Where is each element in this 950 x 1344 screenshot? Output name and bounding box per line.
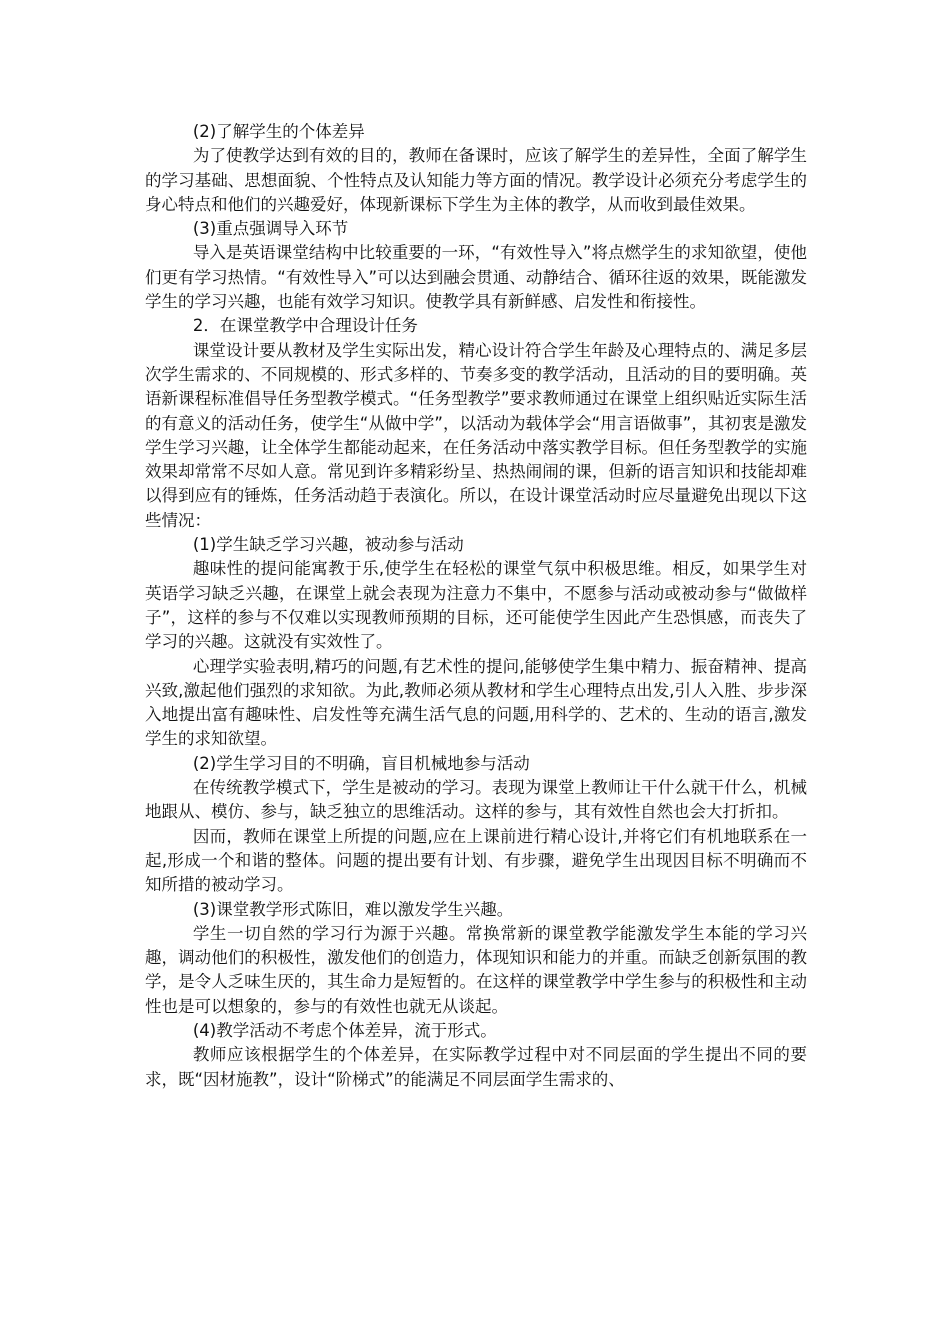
section-heading: 2．在课堂教学中合理设计任务 <box>192 316 418 336</box>
body-paragraph: 为了使教学达到有效的目的，教师在备课时，应该了解学生的差异性，全面了解学生的学习基础、思想面貌、个性特点及认知能力等方面的情况。教学设计必须充分考虑学生的身心特点和他们的兴趣爱好，体现新课标下学生为主体的教学，从而收到最佳效果。 <box>145 146 807 214</box>
body-paragraph: 教师应该根据学生的个体差异，在实际教学过程中对不同层面的学生提出不同的要求，既“因材施教”，设计“阶梯式”的能满足不同层面学生需求的、 <box>145 1045 807 1089</box>
body-paragraph: 因而，教师在课堂上所提的问题,应在上课前进行精心设计,并将它们有机地联系在一起,形成一个和谐的整体。问题的提出要有计划、有步骤，避免学生出现因目标不明确而不知所措的被动学习。 <box>145 826 807 895</box>
body-paragraph: 趣味性的提问能寓教于乐,使学生在轻松的课堂气氛中积极思维。相反，如果学生对英语学习缺乏兴趣，在课堂上就会表现为注意力不集中，不愿参与活动或被动参与“做做样子”，这样的参与不仅难以实现教师预期的目标，还可能使学生因此产生恐惧感，而丧失了学习的兴趣。这就没有实效性了。 <box>145 559 807 652</box>
body-paragraph: 心理学实验表明,精巧的问题,有艺术性的提问,能够使学生集中精力、振奋精神、提高兴致,激起他们强烈的求知欲。为此,教师必须从教材和学生心理特点出发,引人入胜、步步深入地提出富有趣味性、启发性等充满生活气息的问题,用科学的、艺术的、生动的语言,激发学生的求知欲望。 <box>145 656 807 749</box>
section-heading: (4)教学活动不考虑个体差异，流于形式。 <box>192 1020 497 1040</box>
body-paragraph: 导入是英语课堂结构中比较重要的一环，“有效性导入”将点燃学生的求知欲望，使他们更有学习热情。“有效性导入”可以达到融会贯通、动静结合、循环往返的效果，既能激发学生的学习兴趣，也能有效学习知识。使教学具有新鲜感、启发性和衔接性。 <box>145 243 807 312</box>
body-paragraph: 学生一切自然的学习行为源于兴趣。常换常新的课堂教学能激发学生本能的学习兴趣，调动他们的积极性，激发他们的创造力，体现知识和能力的并重。而缺乏创新氛围的教学，是令人乏味生厌的，其生命力是短暂的。在这样的课堂教学中学生参与的积极性和主动性也是可以想象的，参与的有效性也就无从谈起。 <box>145 923 807 1016</box>
section-heading: (3)重点强调导入环节 <box>192 219 349 239</box>
section-heading: (3)课堂教学形式陈旧，难以激发学生兴趣。 <box>192 899 514 919</box>
document-body <box>145 120 807 1092</box>
section-heading: (1)学生缺乏学习兴趣，被动参与活动 <box>192 535 464 555</box>
section-heading: (2)了解学生的个体差异 <box>192 122 365 141</box>
body-paragraph: 课堂设计要从教材及学生实际出发，精心设计符合学生年龄及心理特点的、满足多层次学生需求的、不同规模的、形式多样的、节奏多变的教学活动，且活动的目的要明确。英语新课程标准倡导任务型教学模式。“任务型教学”要求教师通过在课堂上组织贴近实际生活的有意义的活动任务，使学生“从做中学”，以活动为载体学会“用言语做事”，其初衷是激发学生学习兴趣，让全体学生都能动起来，在任务活动中落实教学目标。但任务型教学的实施效果却常常不尽如人意。常见到许多精彩纷呈、热热闹闹的课，但新的语言知识和技能却难以得到应有的锤炼，任务活动趋于表演化。所以，在设计课堂活动时应尽量避免出现以下这些情况： <box>145 340 807 530</box>
body-paragraph: 在传统教学模式下，学生是被动的学习。表现为课堂上教师让干什么就干什么，机械地跟从、模仿、参与，缺乏独立的思维活动。这样的参与，其有效性自然也会大打折扣。 <box>145 778 807 822</box>
section-heading: (2)学生学习目的不明确，盲目机械地参与活动 <box>192 753 530 773</box>
